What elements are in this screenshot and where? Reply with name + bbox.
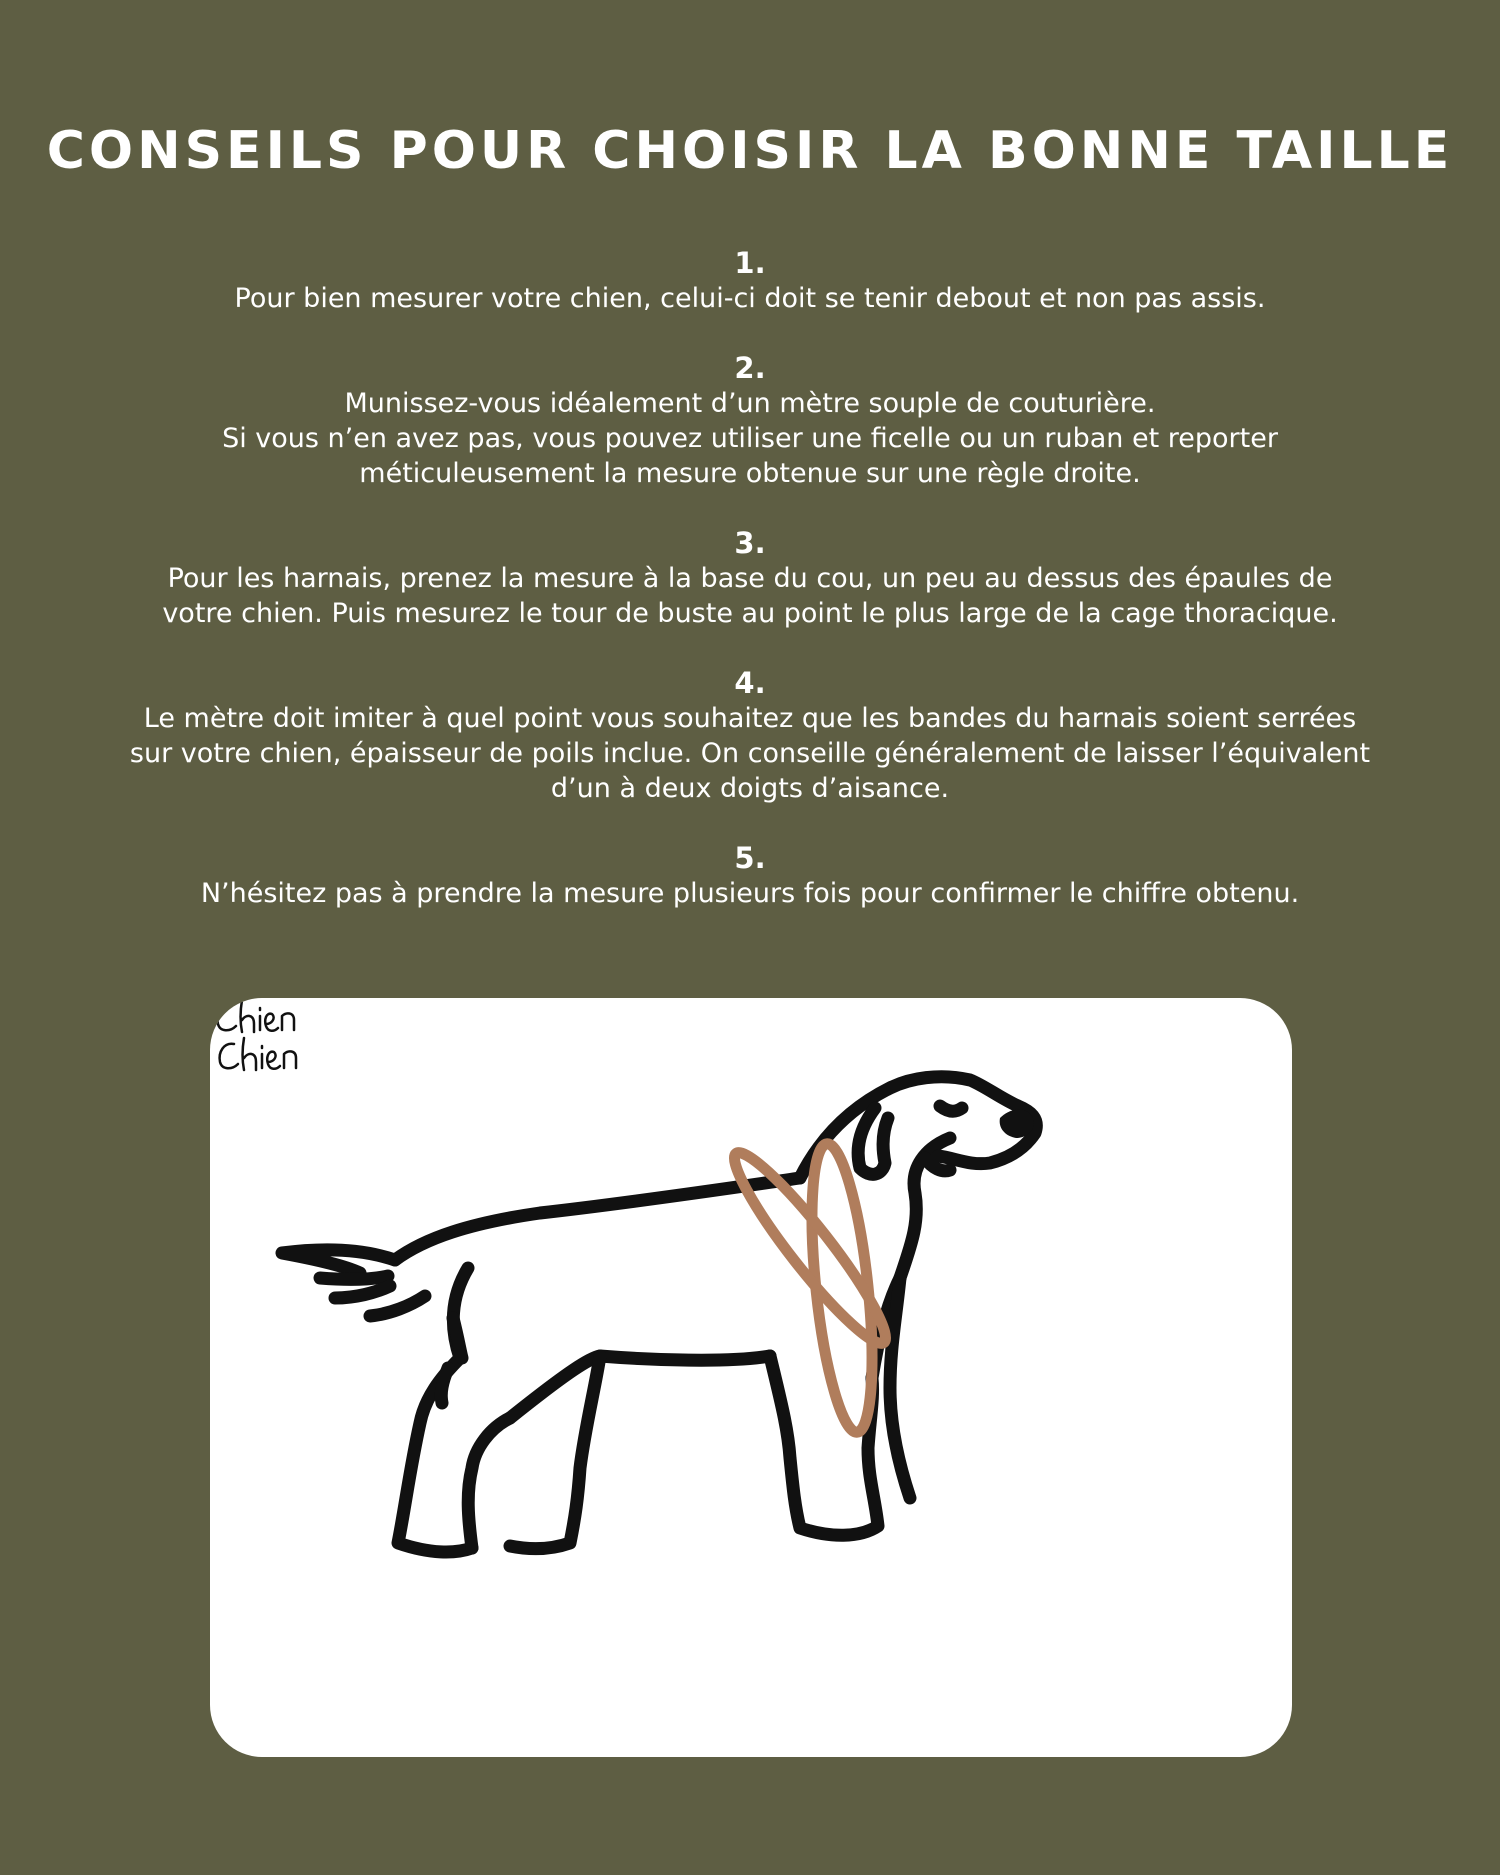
- chien-chien-logo: [210, 998, 302, 1078]
- tip-item: [90, 840, 1410, 911]
- dog-outline: [282, 1077, 1036, 1552]
- tip-text: d’un à deux doigts d’aisance.: [550, 773, 950, 804]
- tip-number: 4.: [734, 666, 766, 700]
- tip-text: Le mètre doit imiter à quel point vous souhaitez que les bandes du harnais soient serrées: [143, 703, 1357, 734]
- tip-text: Pour les harnais, prenez la mesure à la base du cou, un peu au dessus des épaules de: [167, 563, 1333, 594]
- measuring-tape-loops: [720, 1141, 899, 1435]
- tip-text: Si vous n’en avez pas, vous pouvez utiliser une ficelle ou un ruban et reporter: [222, 423, 1278, 454]
- tip-item: [90, 245, 1410, 316]
- tip-text: Munissez-vous idéalement d’un mètre souple de couturière.: [344, 388, 1156, 419]
- tip-item: [90, 665, 1410, 806]
- illustration-card: [210, 998, 1292, 1757]
- tip-item: [90, 525, 1410, 631]
- tip-number: 1.: [734, 246, 766, 280]
- page-title: CONSEILS POUR CHOISIR LA BONNE TAILLE: [46, 121, 1454, 181]
- tip-text: votre chien. Puis mesurez le tour de buste au point le plus large de la cage thoracique.: [162, 598, 1338, 629]
- tip-number: 2.: [734, 351, 766, 385]
- tip-text: Pour bien mesurer votre chien, celui-ci doit se tenir debout et non pas assis.: [234, 283, 1266, 314]
- tip-text: sur votre chien, épaisseur de poils inclue. On conseille généralement de laisser l’équivalent: [129, 738, 1371, 769]
- tips-list: [90, 245, 1410, 945]
- tip-number: 3.: [734, 526, 766, 560]
- tip-text: N’hésitez pas à prendre la mesure plusieurs fois pour confirmer le chiffre obtenu.: [200, 878, 1300, 909]
- dog-measurement-illustration: [210, 998, 1292, 1757]
- tip-text: méticuleusement la mesure obtenue sur une règle droite.: [359, 458, 1141, 489]
- tip-number: 5.: [734, 841, 766, 875]
- tip-item: [90, 350, 1410, 491]
